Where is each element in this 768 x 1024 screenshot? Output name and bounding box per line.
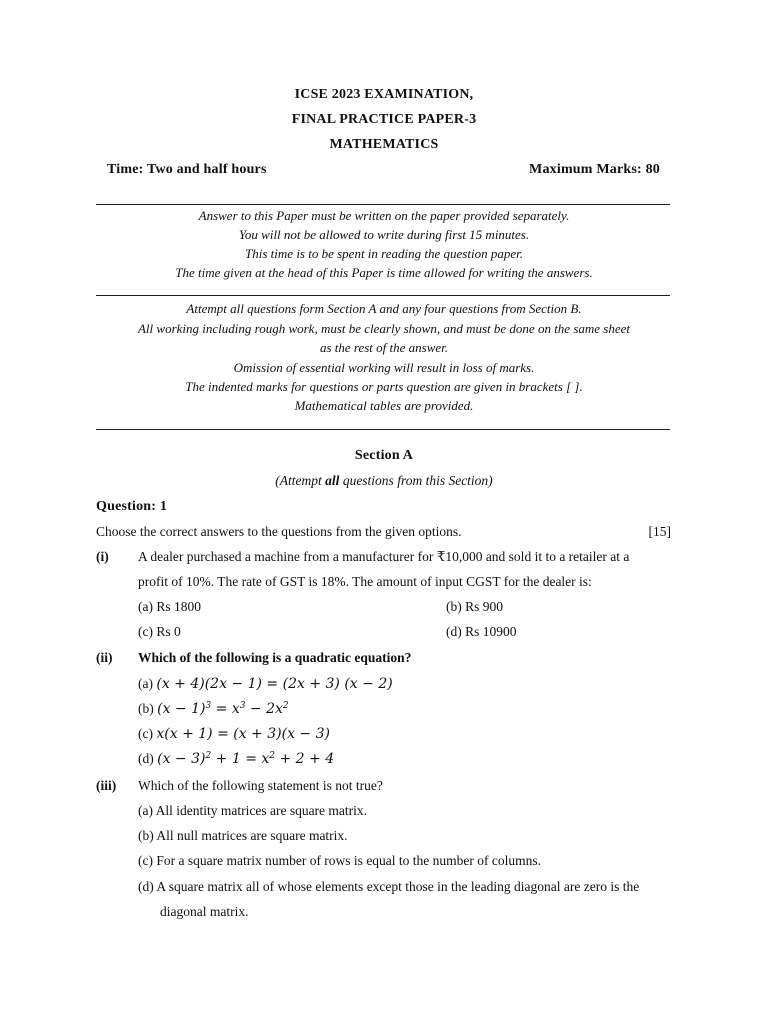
subquestion-number: (i) — [96, 549, 109, 564]
option-b: (b) All null matrices are square matrix. — [138, 828, 348, 843]
option-label: (b) — [138, 701, 154, 716]
option-d — [138, 751, 334, 767]
option-b: (b) Rs 900 — [446, 599, 503, 614]
option-label: (c) — [138, 726, 153, 741]
instruction-line: The time given at the head of this Paper is time allowed for writing the answers. — [175, 265, 593, 280]
subquestion-text: A dealer purchased a machine from a manufacturer for ₹10,000 and sold it to a retailer at a — [138, 549, 630, 564]
option-label: (a) — [138, 676, 153, 691]
option-a: (a) All identity matrices are square matrix. — [138, 803, 368, 818]
question-marks: [15] — [648, 524, 671, 539]
subquestion-text: profit of 10%. The rate of GST is 18%. The amount of input CGST for the dealer is: — [138, 574, 592, 589]
divider-line — [96, 204, 670, 205]
option-a: (a) Rs 1800 — [138, 599, 201, 614]
section-title: Section A — [354, 448, 414, 463]
equation: x(x + 1) = (x + 3)(x − 3) — [156, 726, 330, 742]
divider-line — [96, 429, 670, 430]
option-a — [138, 676, 393, 692]
instruction-line: This time is to be spent in reading the question paper. — [245, 246, 523, 261]
instruction-line: Attempt all questions form Section A and any four questions from Section B. — [186, 301, 582, 316]
option-d-continued: diagonal matrix. — [160, 904, 249, 919]
time-allowed: Time: Two and half hours — [107, 162, 267, 177]
subject-title: MATHEMATICS — [329, 137, 439, 152]
question-label: Question: 1 — [96, 499, 168, 514]
option-c: (c) For a square matrix number of rows is equal to the number of columns. — [138, 853, 542, 868]
option-c: (c) Rs 0 — [138, 624, 181, 639]
section-subtitle: (Attempt all questions from this Section) — [275, 473, 493, 488]
divider-line — [96, 295, 670, 296]
equation: $(x - 1)^3 = x^3 - 2x^2$ — [157, 701, 289, 717]
instruction-line: Answer to this Paper must be written on the paper provided separately. — [198, 208, 570, 223]
instruction-line: You will not be allowed to write during first 15 minutes. — [238, 227, 530, 242]
question-prompt: Choose the correct answers to the questions from the given options. — [96, 524, 462, 539]
instruction-line: All working including rough work, must be clearly shown, and must be done on the same sheet — [137, 321, 631, 336]
subquestion-text: Which of the following is a quadratic equation? — [138, 650, 412, 665]
equation: $(x - 3)^2 + 1 = x^2 + 2 + 4$ — [157, 751, 335, 767]
instruction-line: The indented marks for questions or parts question are given in brackets [ ]. — [185, 379, 583, 394]
option-label: (d) — [138, 751, 154, 766]
instruction-line: as the rest of the answer. — [319, 340, 449, 355]
paper-title: FINAL PRACTICE PAPER-3 — [291, 112, 477, 127]
maximum-marks: Maximum Marks: 80 — [529, 162, 660, 177]
option-d: (d) Rs 10900 — [446, 624, 517, 639]
exam-title: ICSE 2023 EXAMINATION, — [294, 87, 474, 102]
option-d: (d) A square matrix all of whose elements except those in the leading diagonal are zero is the — [138, 879, 640, 894]
option-b — [138, 701, 289, 717]
instruction-line: Mathematical tables are provided. — [294, 398, 474, 413]
subquestion-text: Which of the following statement is not true? — [138, 778, 383, 793]
subquestion-number: (iii) — [96, 778, 117, 793]
subquestion-number: (ii) — [96, 650, 113, 665]
equation: (x + 4)(2x − 1) = (2x + 3) (x − 2) — [156, 676, 393, 692]
option-c — [138, 726, 330, 742]
instruction-line: Omission of essential working will result in loss of marks. — [233, 360, 535, 375]
